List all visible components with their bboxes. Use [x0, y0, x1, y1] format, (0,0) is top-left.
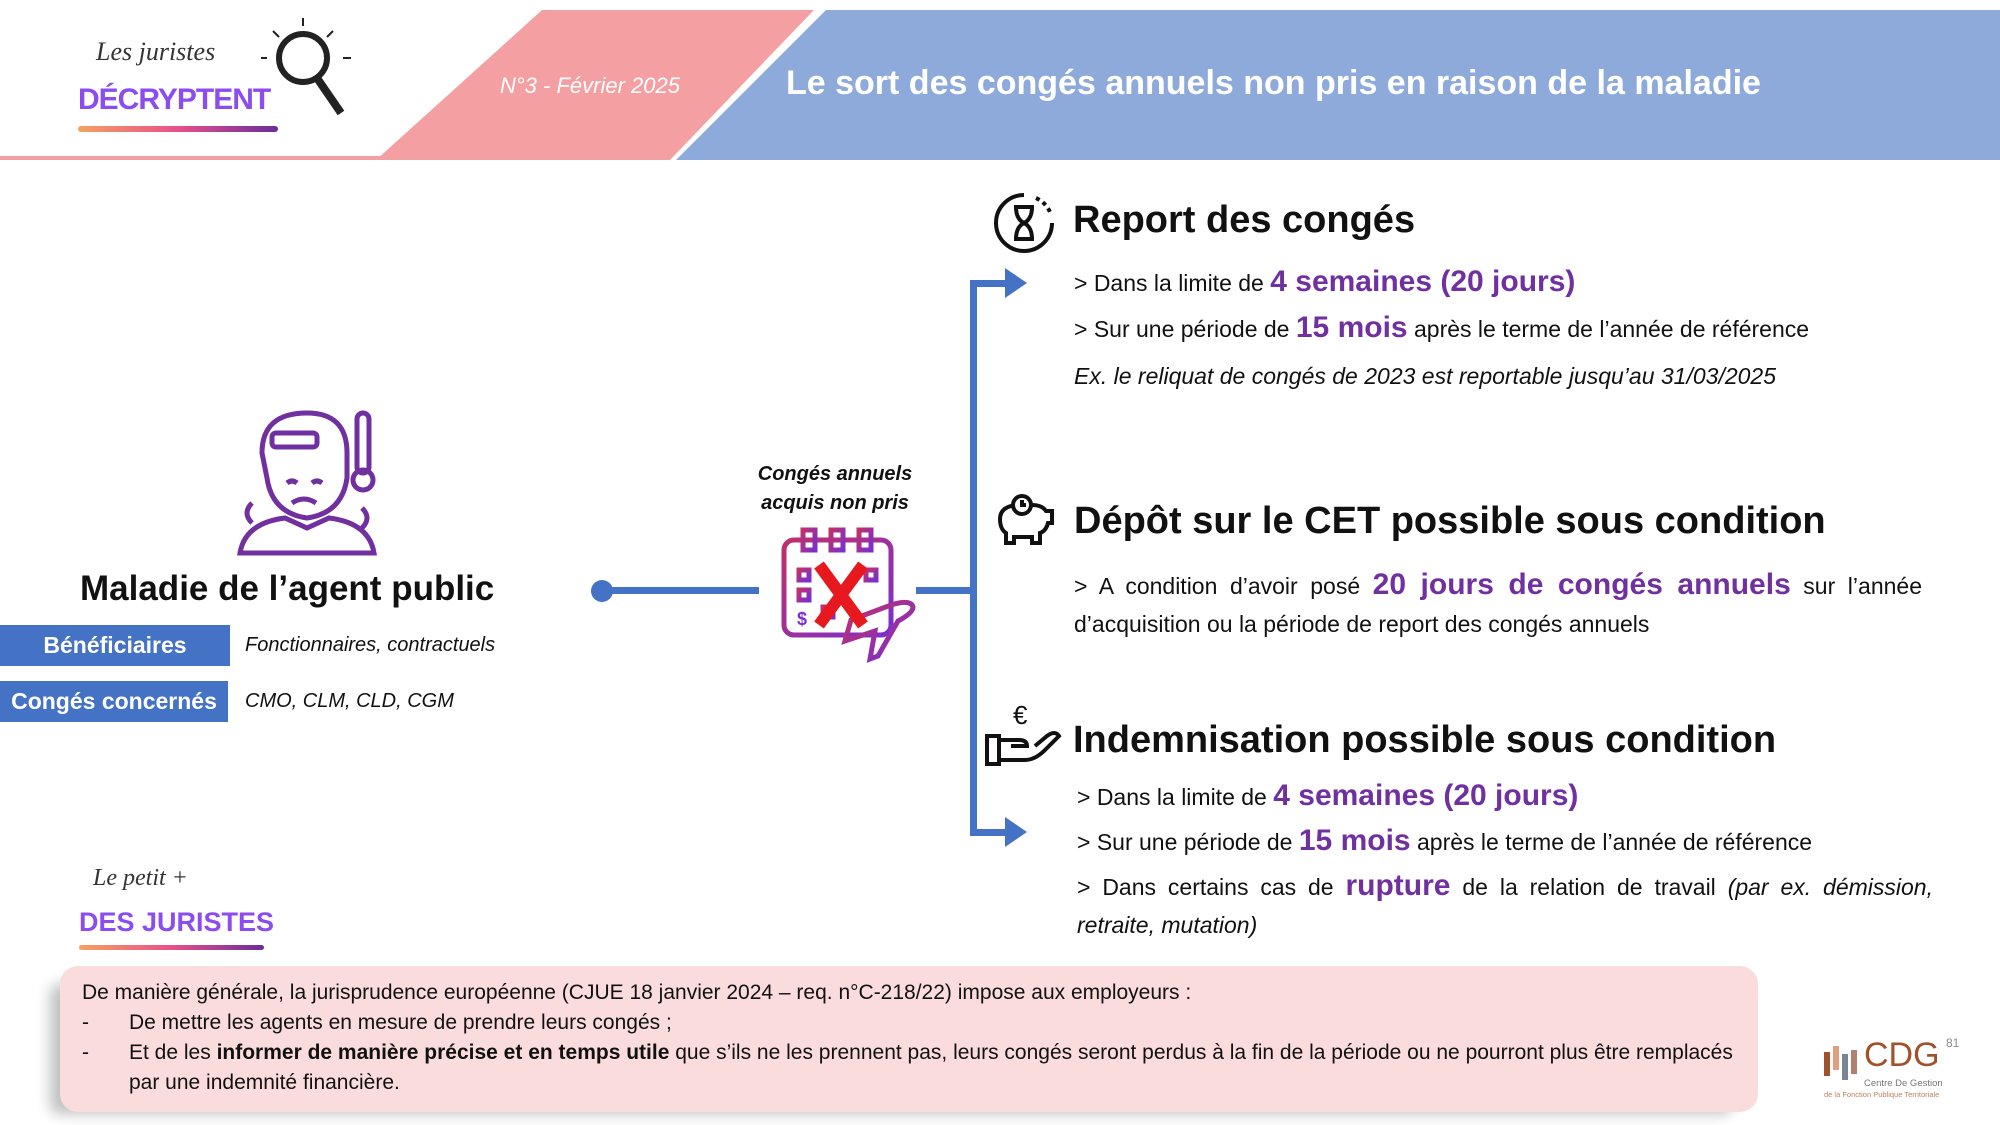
center-label-line1: Congés annuels [757, 463, 913, 485]
hourglass-clock-icon [992, 191, 1056, 255]
bold-text: informer de manière précise et en temps utile [216, 1041, 670, 1064]
petit-line1: Le petit + [93, 865, 188, 891]
issue-label: N°3 - Février 2025 [500, 73, 680, 98]
cdg-line2: de la Fonction Publique Territoriale [1824, 1090, 1940, 1099]
cdg-mark: CDG [1864, 1036, 1940, 1074]
indem-bullet-3 [1077, 867, 1933, 944]
left-title: Maladie de l’agent public [80, 569, 495, 608]
report-bullet-1 [1074, 265, 1974, 299]
tag-conges-concernes: Congés concernés [0, 681, 228, 722]
center-label-line2: acquis non pris [761, 492, 909, 514]
indem-title: Indemnisation possible sous condition [1073, 719, 1777, 761]
highlight: 15 mois [1298, 824, 1411, 857]
highlight: 4 semaines (20 jours) [1270, 265, 1576, 298]
logo-line1: Les juristes [96, 37, 216, 66]
text: > A condition d’avoir posé [1074, 573, 1373, 599]
svg-text:€: € [1013, 702, 1028, 730]
report-title: Report des congés [1073, 199, 1416, 241]
text: après le terme de l’année de référence [1407, 316, 1810, 342]
text: de la relation de travail [1450, 874, 1728, 900]
petit-line2: DES JURISTES [79, 907, 275, 937]
text: > Dans la limite de [1077, 784, 1274, 810]
petit-underline [79, 945, 264, 950]
jurisprudence-box [60, 966, 1758, 1112]
footer-intro: De manière générale, la jurisprudence européenne (CJUE 18 janvier 2024 – req. n°C-218/22) impose aux employeurs : [82, 981, 1192, 1004]
dash: - [82, 1011, 89, 1034]
dash: - [82, 1041, 89, 1064]
hand-euro-icon [985, 702, 1063, 768]
text: après le terme de l’année de référence [1410, 829, 1813, 855]
calendar-cancel-icon [781, 525, 921, 665]
text: > Sur une période de [1074, 316, 1296, 342]
highlight: 20 jours de congés annuels [1372, 568, 1791, 601]
report-example: Ex. le reliquat de congés de 2023 est reportable jusqu’au 31/03/2025 [1074, 363, 1777, 389]
text: (par ex. démission, retraite, mutation) [1077, 874, 1933, 938]
center-label [735, 460, 935, 518]
footer-item-2 [82, 1038, 1736, 1098]
cdg-line1: Centre De Gestion [1864, 1078, 1943, 1089]
text: Et de les [129, 1041, 217, 1064]
text: > Dans la limite de [1074, 270, 1271, 296]
cdg-number: 81 [1946, 1036, 1960, 1050]
indem-bullet-2 [1077, 824, 1977, 858]
text: De mettre les agents en mesure de prendre leurs congés ; [129, 1011, 672, 1034]
cet-title: Dépôt sur le CET possible sous condition [1074, 500, 1826, 542]
tag-beneficiaires-value: Fonctionnaires, contractuels [245, 634, 496, 656]
text: > Dans certains cas de [1077, 874, 1346, 900]
text: que s’ils ne les prennent pas, leurs congés seront perdus à la fin de la période ou ne pourront plus être remplacés par une indemnité financière. [129, 1041, 1733, 1094]
text: sur l’année d’acquisition ou la période de report des congés annuels [1074, 573, 1922, 637]
svg-text:$: $ [797, 609, 808, 629]
page-title: Le sort des congés annuels non pris en raison de la maladie [786, 64, 1761, 102]
cet-paragraph [1074, 566, 1922, 643]
highlight: 4 semaines (20 jours) [1273, 779, 1579, 812]
logo-line2: DÉCRYPTENT [78, 83, 271, 116]
cdg-bars-icon [1824, 1042, 1864, 1082]
piggy-bank-clock-icon [992, 491, 1056, 553]
highlight: rupture [1345, 869, 1451, 902]
highlight: 15 mois [1295, 311, 1408, 344]
tag-beneficiaires: Bénéficiaires [0, 625, 230, 666]
tag-conges-value: CMO, CLM, CLD, CGM [245, 690, 454, 712]
report-bullet-2 [1074, 311, 1974, 345]
indem-bullet-1 [1077, 779, 1977, 813]
footer-item-1 [82, 1008, 1736, 1038]
cdg81-logo [1824, 1036, 1974, 1106]
text: > Sur une période de [1077, 829, 1299, 855]
petit-plus-logo [79, 865, 275, 955]
